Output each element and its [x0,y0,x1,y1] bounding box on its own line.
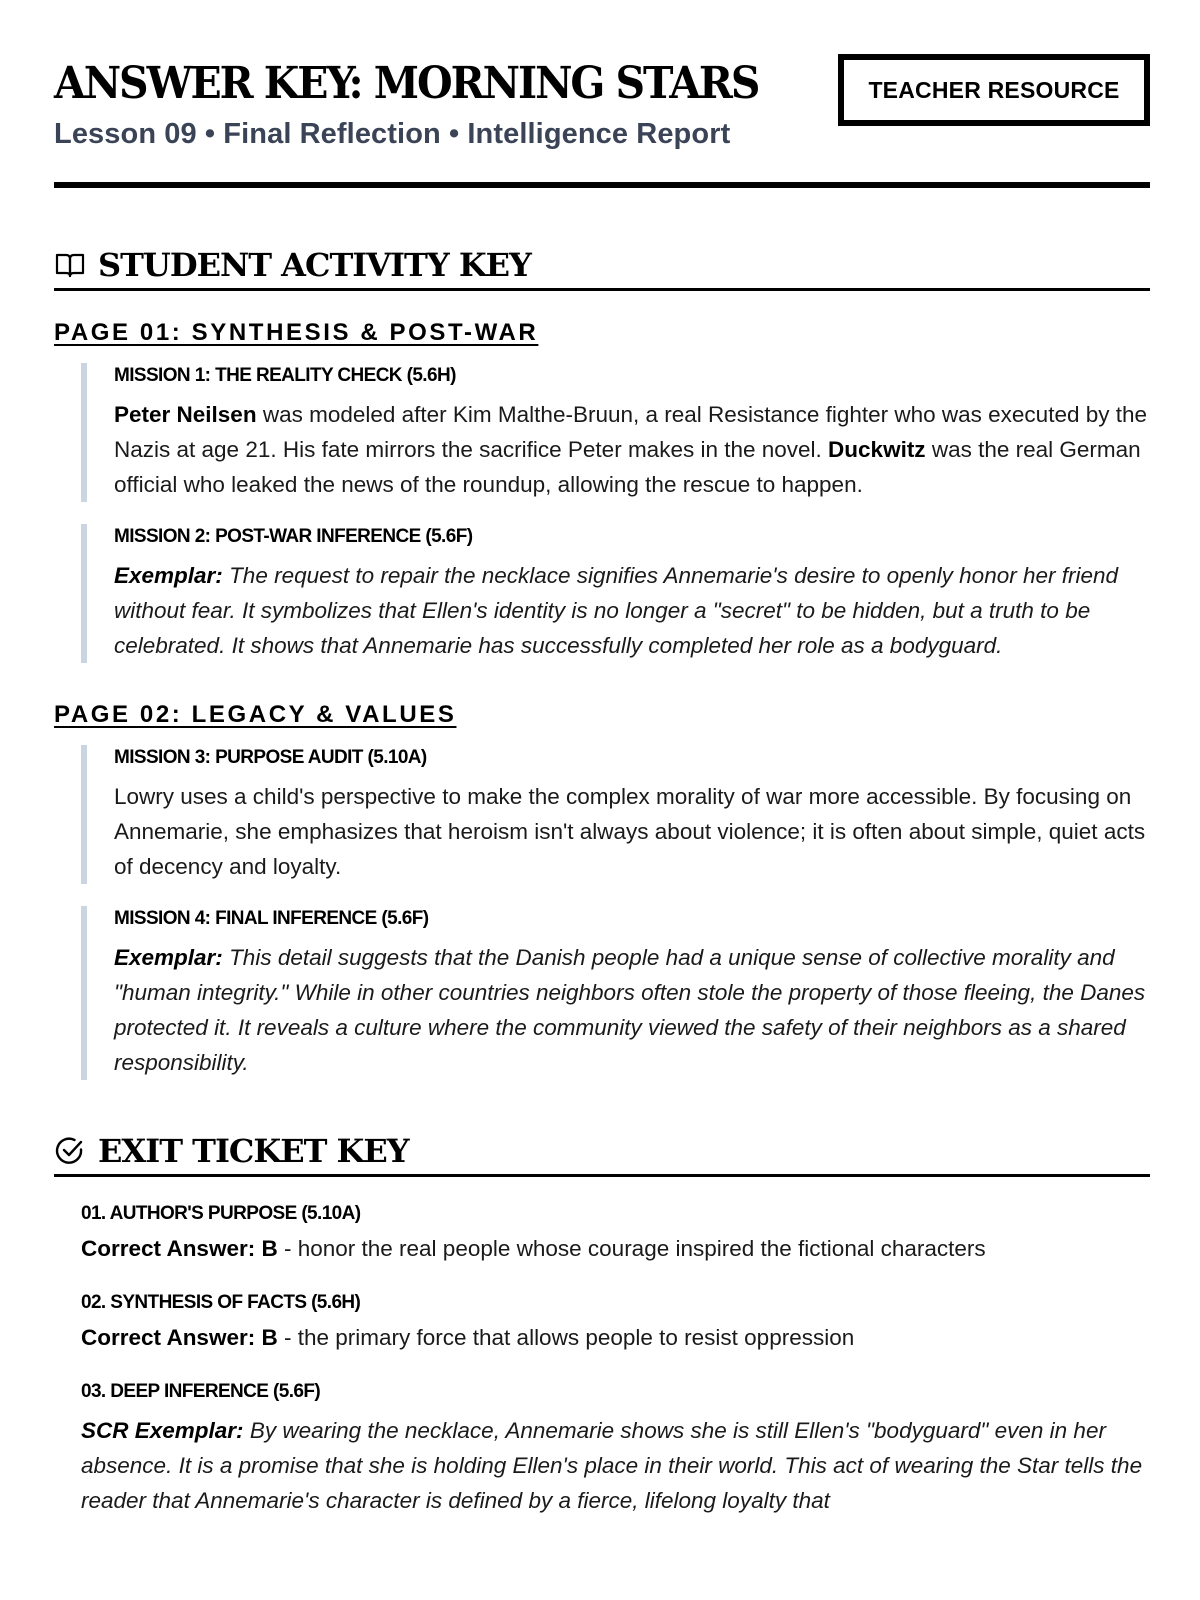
mission-answer: Exemplar: This detail suggests that the Danish people had a unique sense of collective morality and "human integrity." While in other countries neighbors often stole the property of those fleeing, the Danes protected it. It reveals a culture where the community viewed the safety of their neighbors as a shared responsibility. [114,945,1146,1075]
check-circle-icon [54,1136,86,1166]
answer-label: Correct Answer: B [81,1325,278,1350]
page-header [54,52,1150,188]
exit-ticket-heading [54,1132,1150,1177]
exit-ticket-section [54,1132,1150,1518]
key-term: Duckwitz [828,437,926,462]
mission-answer: Lowry uses a child's perspective to make the complex morality of war more accessible. By focusing on Annemarie, she emphasizes that heroism isn't always about violence; it is often about simple, quiet acts of decency and loyalty. [114,784,1146,879]
question-title: 03. DEEP INFERENCE (5.6F) [81,1381,321,1402]
question-title: 01. AUTHOR'S PURPOSE (5.10A) [81,1203,361,1224]
exit-ticket-item-2 [81,1292,1150,1355]
exit-ticket-item-1 [81,1203,1150,1266]
mission-2 [81,524,1150,663]
student-activity-heading [54,246,1150,291]
mission-4 [81,906,1150,1080]
mission-title: MISSION 1: THE REALITY CHECK (5.6H) [114,365,456,386]
mission-title: MISSION 2: POST-WAR INFERENCE (5.6F) [114,526,473,547]
question-answer: Correct Answer: B - the primary force that allows people to resist oppression [81,1325,855,1350]
exemplar-label: Exemplar: [114,945,223,970]
teacher-resource-badge: TEACHER RESOURCE [838,54,1150,126]
mission-title: MISSION 4: FINAL INFERENCE (5.6F) [114,908,429,929]
page-01-label: PAGE 01: SYNTHESIS & POST-WAR [54,319,539,346]
exemplar-label: Exemplar: [114,563,223,588]
question-answer: Correct Answer: B - honor the real people whose courage inspired the fictional characters [81,1236,986,1261]
question-title: 02. SYNTHESIS OF FACTS (5.6H) [81,1292,361,1313]
section-title: STUDENT ACTIVITY KEY [98,246,531,284]
page-title: ANSWER KEY: MORNING STARS [54,58,759,109]
key-term: Peter Neilsen [114,402,257,427]
mission-title: MISSION 3: PURPOSE AUDIT (5.10A) [114,747,427,768]
exit-ticket-item-3 [81,1381,1150,1518]
mission-3 [81,745,1150,884]
question-answer: SCR Exemplar: By wearing the necklace, Annemarie shows she is still Ellen's "bodyguard" even in her absence. It is a promise that she is holding Ellen's place in their world. This act of wearing the Star tells the reader that Annemarie's character is defined by a fierce, lifelong loyalty that [81,1418,1143,1513]
answer-label: Correct Answer: B [81,1236,278,1261]
mission-1 [81,363,1150,502]
section-title: EXIT TICKET KEY [98,1132,409,1170]
mission-answer: Exemplar: The request to repair the necklace signifies Annemarie's desire to openly honor her friend without fear. It symbolizes that Ellen's identity is no longer a "secret" to be hidden, but a truth to be celebrated. It shows that Annemarie has successfully completed her role as a bodyguard. [114,563,1119,658]
open-book-icon [54,250,86,280]
exemplar-label: SCR Exemplar: [81,1418,244,1443]
lesson-subtitle: Lesson 09 • Final Reflection • Intelligence Report [54,118,731,150]
student-activity-section [54,246,1150,1080]
mission-answer: Peter Neilsen was modeled after Kim Malthe-Bruun, a real Resistance fighter who was executed by the Nazis at age 21. His fate mirrors the sacrifice Peter makes in the novel. Duckwitz was the real German official who leaked the news of the roundup, allowing the rescue to happen. [114,402,1148,497]
page-02-label: PAGE 02: LEGACY & VALUES [54,701,457,728]
